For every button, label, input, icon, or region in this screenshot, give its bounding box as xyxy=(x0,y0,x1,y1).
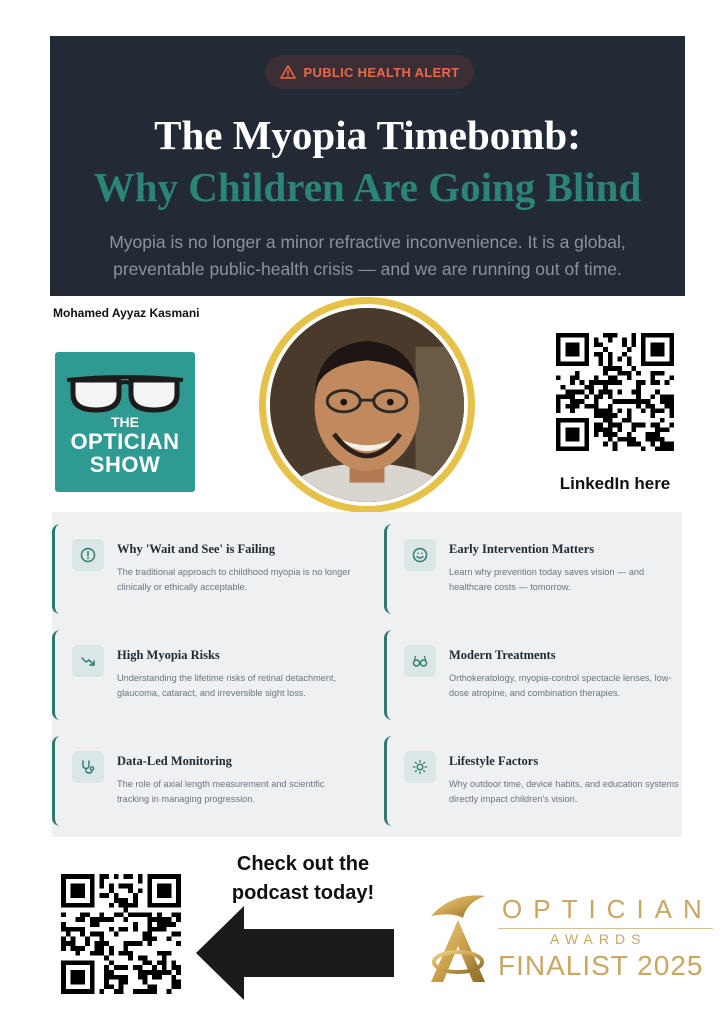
stethoscope-icon xyxy=(72,751,104,783)
feature-title: Lifestyle Factors xyxy=(449,754,539,768)
linkedin-label[interactable]: LinkedIn here xyxy=(559,474,671,493)
warning-triangle-icon xyxy=(280,64,296,80)
award-divider xyxy=(498,928,713,929)
feature-card-data-led-monitoring xyxy=(52,736,362,826)
feature-text: Learn why prevention today saves vision — and healthcare costs — tomorrow. xyxy=(449,567,645,592)
award-text-finalist: FINALIST 2025 xyxy=(498,950,704,981)
sun-icon xyxy=(404,751,436,783)
alert-circle-icon xyxy=(72,539,104,571)
author-portrait-image xyxy=(270,308,464,502)
qr-code-icon xyxy=(61,874,181,994)
features-grid xyxy=(52,512,682,837)
page-subtitle: Why Children Are Going Blind xyxy=(93,164,642,210)
feature-card-high-myopia-risks xyxy=(52,630,362,720)
glasses-icon xyxy=(404,645,436,677)
feature-text: Understanding the lifetime risks of retinal detachment, glaucoma, cataract, and irreversible sight loss. xyxy=(117,673,337,698)
podcast-call-to-action xyxy=(212,850,394,908)
author-photo-frame xyxy=(259,297,475,513)
arrow-left-icon xyxy=(196,906,394,1000)
hero-description: Myopia is no longer a minor refractive inconvenience. It is a global, preventable public-health crisis — and we are running out of time. xyxy=(109,232,626,279)
feature-title: Why 'Wait and See' is Failing xyxy=(117,542,276,556)
logo-text-show: SHOW xyxy=(89,452,161,477)
feature-title: Modern Treatments xyxy=(449,648,556,662)
smiley-icon xyxy=(404,539,436,571)
podcast-qr-code[interactable] xyxy=(61,874,181,994)
feature-text: Why outdoor time, device habits, and education systems directly impact children's vision. xyxy=(449,779,679,804)
feature-text: The traditional approach to childhood myopia is no longer clinically or ethically acceptable. xyxy=(117,567,351,592)
optician-awards-finalist-badge xyxy=(418,884,718,994)
award-text-optician: OPTICIAN xyxy=(502,894,713,924)
feature-title: Data-Led Monitoring xyxy=(117,754,232,768)
page-title: The Myopia Timebomb: xyxy=(154,112,581,158)
award-text-awards: AWARDS xyxy=(550,931,647,947)
author-name: Mohamed Ayyaz Kasmani xyxy=(53,306,200,320)
optician-show-logo xyxy=(55,352,195,492)
trending-down-icon xyxy=(72,645,104,677)
award-emblem-icon xyxy=(423,890,493,986)
cta-line-2: podcast today! xyxy=(231,882,375,904)
feature-card-lifestyle-factors xyxy=(384,736,694,826)
hero-banner xyxy=(50,36,685,296)
feature-text: Orthokeratology, myopia-control spectacle lenses, low-dose atropine, and combination therapies. xyxy=(449,673,672,698)
logo-text-optician: OPTICIAN xyxy=(70,429,180,454)
feature-card-wait-and-see xyxy=(52,524,362,614)
cta-line-1: Check out the xyxy=(236,853,370,875)
author-photo xyxy=(266,304,468,506)
alert-label: PUBLIC HEALTH ALERT xyxy=(303,64,460,80)
feature-title: Early Intervention Matters xyxy=(449,542,595,556)
feature-text: The role of axial length measurement and scientific tracking in managing progression. xyxy=(117,779,325,804)
public-health-alert-badge xyxy=(265,55,474,89)
linkedin-qr-code[interactable] xyxy=(556,333,674,451)
feature-card-modern-treatments xyxy=(384,630,694,720)
qr-code-icon xyxy=(556,333,674,451)
feature-card-early-intervention xyxy=(384,524,694,614)
glasses-logo-icon xyxy=(65,370,185,416)
feature-title: High Myopia Risks xyxy=(117,648,220,662)
logo-text-the: THE xyxy=(111,414,139,430)
